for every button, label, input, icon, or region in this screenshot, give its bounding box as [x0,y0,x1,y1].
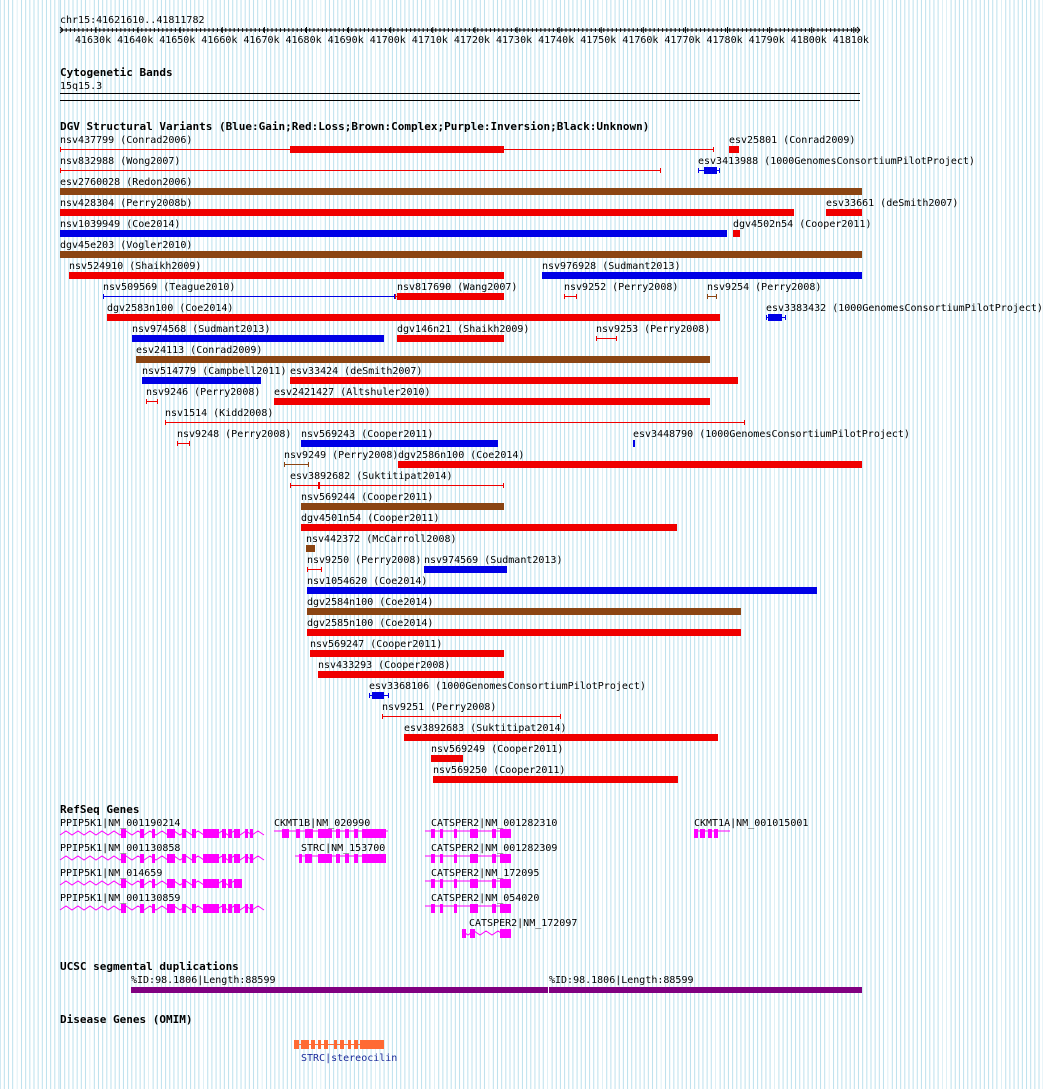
gene-exon[interactable] [500,929,503,938]
dgv-track-title[interactable]: DGV Structural Variants (Blue:Gain;Red:Loss;Brown:Complex;Purple:Inversion;Black:Unknown) [60,120,650,133]
variant-label[interactable]: nsv9252 (Perry2008) [564,282,679,293]
gene-exon[interactable] [336,829,340,838]
variant-label[interactable]: dgv2586n100 (Coe2014) [398,450,525,461]
ruler-tick-label: 41790k [748,35,785,46]
gene-exon[interactable] [228,854,232,863]
gene-exon[interactable] [345,829,349,838]
omim-exon[interactable] [318,1040,321,1049]
variant-bar[interactable] [733,230,740,237]
gene-exon[interactable] [222,904,226,913]
gene-exon[interactable] [152,829,155,838]
gene-exon[interactable] [470,929,475,938]
gene-exon[interactable] [222,879,226,888]
gene-exon[interactable] [203,904,219,913]
variant-label[interactable]: nsv9251 (Perry2008) [382,702,497,713]
gene-exon[interactable] [454,854,457,863]
gene-exon[interactable] [694,829,698,838]
variant-label[interactable]: nsv9254 (Perry2008) [707,282,822,293]
variant-bar[interactable] [318,671,504,678]
gene-exon[interactable] [140,854,144,863]
gene-exon[interactable] [296,829,300,838]
gene-label[interactable]: PPIP5K1|NM_001130859 [60,893,181,904]
gene-label[interactable]: CATSPER2|NM_172095 [431,868,540,879]
gene-exon[interactable] [152,904,155,913]
gene-exon[interactable] [228,829,232,838]
variant-label[interactable]: nsv437799 (Conrad2006) [60,135,193,146]
variant-bar[interactable] [60,251,862,258]
variant-label[interactable]: nsv817690 (Wang2007) [397,282,518,293]
omim-exon[interactable] [360,1040,384,1049]
ruler-tick-label: 41640k [117,35,154,46]
variant-label[interactable]: nsv569250 (Cooper2011) [433,765,566,776]
gene-exon[interactable] [167,854,175,863]
gene-exon[interactable] [492,854,496,863]
segdup-bar[interactable] [131,987,548,993]
gene-exon[interactable] [121,879,126,888]
gene-exon[interactable] [470,879,478,888]
gene-exon[interactable] [140,879,144,888]
gene-exon[interactable] [140,829,144,838]
variant-label[interactable]: dgv2585n100 (Coe2014) [307,618,434,629]
variant-bar[interactable] [397,293,504,300]
gene-exon[interactable] [362,854,386,863]
gene-exon[interactable] [431,829,435,838]
variant-bar[interactable] [301,440,498,447]
gene-exon[interactable] [318,854,332,863]
gene-intron [60,906,264,910]
gene-exon[interactable] [182,829,186,838]
ruler-tick-label: 41690k [327,35,364,46]
variant-label[interactable]: nsv1514 (Kidd2008) [165,408,274,419]
gene-exon[interactable] [454,879,457,888]
gene-label[interactable]: PPIP5K1|NM_001190214 [60,818,181,829]
variant-label[interactable]: nsv9246 (Perry2008) [146,387,261,398]
variant-bar[interactable] [274,398,710,405]
gene-exon[interactable] [245,829,248,838]
gene-exon[interactable] [305,829,313,838]
variant-bar[interactable] [307,587,817,594]
gene-exon[interactable] [503,829,507,838]
variant-bar[interactable] [826,209,862,216]
variant-label[interactable]: nsv974568 (Sudmant2013) [132,324,271,335]
gene-exon[interactable] [503,854,507,863]
gene-exon[interactable] [192,854,196,863]
ruler-tick-label: 41730k [496,35,533,46]
variant-label[interactable]: nsv974569 (Sudmant2013) [424,555,563,566]
variant-bar[interactable] [398,461,862,468]
cytoband-track-title[interactable]: Cytogenetic Bands [60,66,173,79]
gene-exon[interactable] [503,879,507,888]
variant-bar[interactable] [433,776,678,783]
gene-exon[interactable] [182,904,186,913]
refseq-track-title[interactable]: RefSeq Genes [60,803,140,816]
gene-label[interactable]: CKMT1A|NM_001015001 [694,818,809,829]
variant-bar[interactable] [542,272,862,279]
variant-label[interactable]: dgv2584n100 (Coe2014) [307,597,434,608]
gene-exon[interactable] [507,879,511,888]
gene-exon[interactable] [152,879,155,888]
gene-exon[interactable] [167,879,175,888]
omim-exon[interactable] [340,1040,344,1049]
variant-label[interactable]: nsv569249 (Cooper2011) [431,744,564,755]
gene-exon[interactable] [440,854,443,863]
gene-exon[interactable] [182,854,186,863]
ruler-tick-label: 41760k [622,35,659,46]
variant-label[interactable]: esv3892683 (Suktitipat2014) [404,723,567,734]
variant-bar[interactable] [60,230,727,237]
segdup-label[interactable]: %ID:98.1806|Length:88599 [549,975,694,986]
gene-exon[interactable] [500,879,503,888]
gene-exon[interactable] [234,854,240,863]
variant-label[interactable]: nsv9250 (Perry2008) [307,555,422,566]
gene-exon[interactable] [121,904,126,913]
gene-label[interactable]: PPIP5K1|NM_001130858 [60,843,181,854]
variant-bar[interactable] [431,755,463,762]
ruler-tick-label: 41700k [369,35,406,46]
ruler-tick-label: 41720k [453,35,491,46]
variant-bar[interactable] [301,503,504,510]
omim-exon[interactable] [324,1040,328,1049]
variant-label[interactable]: esv24113 (Conrad2009) [136,345,263,356]
variant-label[interactable]: dgv4501n54 (Cooper2011) [301,513,440,524]
gene-exon[interactable] [454,904,457,913]
variant-label[interactable]: nsv442372 (McCarroll2008) [306,534,457,545]
gene-exon[interactable] [234,879,242,888]
gene-exon[interactable] [245,904,248,913]
variant-label[interactable]: esv3892682 (Suktitipat2014) [290,471,453,482]
variant-label[interactable]: esv33661 (deSmith2007) [826,198,959,209]
omim-exon[interactable] [334,1040,337,1049]
variant-label[interactable]: dgv146n21 (Shaikh2009) [397,324,530,335]
gene-label[interactable]: CATSPER2|NM_001282309 [431,843,558,854]
gene-label[interactable]: CKMT1B|NM_020990 [274,818,371,829]
ruler-tick-label: 41680k [285,35,322,46]
variant-label[interactable]: nsv569247 (Cooper2011) [310,639,443,650]
gene-exon[interactable] [222,854,226,863]
variant-label[interactable]: nsv514779 (Campbell2011) [142,366,287,377]
variant-bar[interactable] [69,272,504,279]
variant-label[interactable]: esv3368106 (1000GenomesConsortiumPilotProject) [369,681,646,692]
gene-exon[interactable] [470,904,478,913]
variant-bar[interactable] [704,167,717,174]
variant-bar[interactable] [136,356,710,363]
gene-label[interactable]: STRC|NM_153700 [301,843,386,854]
variant-label[interactable]: nsv1054620 (Coe2014) [307,576,428,587]
gene-exon[interactable] [192,829,196,838]
gene-exon[interactable] [354,829,358,838]
gene-exon[interactable] [462,929,466,938]
segdup-bar[interactable] [549,987,862,993]
variant-bar[interactable] [424,566,507,573]
gene-exon[interactable] [192,879,196,888]
gene-label[interactable]: CATSPER2|NM_054020 [431,893,540,904]
gene-exon[interactable] [121,829,126,838]
ruler-tick-label: 41780k [706,35,743,46]
gene-exon[interactable] [203,829,219,838]
gene-exon[interactable] [500,829,503,838]
gene-exon[interactable] [431,904,435,913]
gene-exon[interactable] [336,854,340,863]
gene-exon[interactable] [700,829,705,838]
gene-exon[interactable] [500,854,503,863]
variant-bar[interactable] [107,314,720,321]
variant-bar[interactable] [729,146,739,153]
variant-label[interactable]: esv2421427 (Altshuler2010) [274,387,431,398]
variant-label[interactable]: nsv9253 (Perry2008) [596,324,711,335]
gene-exon[interactable] [507,904,511,913]
gene-exon[interactable] [507,854,511,863]
gene-exon[interactable] [318,829,332,838]
omim-gene-label[interactable]: STRC|stereocilin [301,1053,398,1064]
gene-exon[interactable] [492,829,496,838]
gene-label[interactable]: PPIP5K1|NM_014659 [60,868,163,879]
variant-bar[interactable] [318,482,320,489]
gene-exon[interactable] [152,854,155,863]
variant-bar[interactable] [633,440,635,447]
variant-label[interactable]: nsv569244 (Cooper2011) [301,492,434,503]
omim-exon[interactable] [354,1040,358,1049]
variant-label[interactable]: dgv2583n100 (Coe2014) [107,303,234,314]
variant-label[interactable]: nsv1039949 (Coe2014) [60,219,181,230]
ruler-tick-label: 41660k [201,35,238,46]
variant-bar[interactable] [290,377,738,384]
variant-bar[interactable] [60,209,794,216]
variant-label[interactable]: dgv4502n54 (Cooper2011) [733,219,872,230]
variant-bar[interactable] [372,692,384,699]
variant-bar[interactable] [290,146,504,153]
gene-exon[interactable] [234,829,240,838]
variant-bar[interactable] [404,734,718,741]
gene-exon[interactable] [245,854,248,863]
gene-exon[interactable] [470,854,478,863]
omim-exon[interactable] [301,1040,309,1049]
gene-exon[interactable] [470,829,478,838]
gene-exon[interactable] [203,854,219,863]
gene-exon[interactable] [503,904,507,913]
variant-label[interactable]: dgv45e203 (Vogler2010) [60,240,193,251]
ruler-tick-label: 41670k [243,35,280,46]
gene-exon[interactable] [121,854,126,863]
variant-label[interactable]: nsv569243 (Cooper2011) [301,429,434,440]
gene-exon[interactable] [507,929,511,938]
gene-label[interactable]: CATSPER2|NM_172097 [469,918,578,929]
gene-exon[interactable] [454,829,457,838]
variant-label[interactable]: esv25801 (Conrad2009) [729,135,856,146]
omim-exon[interactable] [294,1040,299,1049]
gene-exon[interactable] [492,879,496,888]
gene-exon[interactable] [282,829,289,838]
gene-exon[interactable] [354,854,358,863]
variant-label[interactable]: nsv524910 (Shaikh2009) [69,261,202,272]
gene-exon[interactable] [431,879,435,888]
variant-bar[interactable] [397,335,504,342]
gene-exon[interactable] [507,829,511,838]
ruler-tick-label: 41770k [664,35,701,46]
gene-exon[interactable] [440,829,443,838]
gene-exon[interactable] [440,879,443,888]
variant-bar[interactable] [60,188,862,195]
variant-bar[interactable] [132,335,384,342]
gene-exon[interactable] [167,904,175,913]
gene-exon[interactable] [708,829,712,838]
variant-label[interactable]: nsv433293 (Cooper2008) [318,660,451,671]
ruler-tick-label: 41630k [75,35,112,46]
variant-label[interactable]: nsv9249 (Perry2008) [284,450,399,461]
omim-exon[interactable] [311,1040,315,1049]
omim-exon[interactable] [348,1040,351,1049]
gene-exon[interactable] [234,904,240,913]
variant-bar[interactable] [301,524,677,531]
variant-label[interactable]: nsv976928 (Sudmant2013) [542,261,681,272]
variant-label[interactable]: esv2760028 (Redon2006) [60,177,193,188]
variant-label[interactable]: nsv832988 (Wong2007) [60,156,181,167]
omim-track-title[interactable]: Disease Genes (OMIM) [60,1013,193,1026]
variant-label[interactable]: nsv428304 (Perry2008b) [60,198,193,209]
gene-exon[interactable] [250,904,253,913]
variant-label[interactable]: esv3413988 (1000GenomesConsortiumPilotProject) [698,156,975,167]
segdup-track-title[interactable]: UCSC segmental duplications [60,960,239,973]
gene-exon[interactable] [345,854,349,863]
variant-label[interactable]: esv33424 (deSmith2007) [290,366,423,377]
gene-exon[interactable] [431,854,435,863]
gene-intron [60,831,264,835]
variant-label[interactable]: esv3448790 (1000GenomesConsortiumPilotProject) [633,429,910,440]
gene-exon[interactable] [228,879,232,888]
variant-label[interactable]: nsv9248 (Perry2008) [177,429,292,440]
gene-label[interactable]: CATSPER2|NM_001282310 [431,818,558,829]
variant-label[interactable]: nsv509569 (Teague2010) [103,282,236,293]
gene-exon[interactable] [203,879,219,888]
gene-exon[interactable] [140,904,144,913]
variant-bar[interactable] [307,608,741,615]
ruler-tick-label: 41650k [159,35,196,46]
gene-exon[interactable] [222,829,226,838]
gene-exon[interactable] [299,854,302,863]
gene-exon[interactable] [440,904,443,913]
variant-bar[interactable] [142,377,261,384]
variant-label[interactable]: esv3383432 (1000GenomesConsortiumPilotProject) [766,303,1043,314]
ruler-tick-label: 41710k [411,35,448,46]
gene-exon[interactable] [305,854,312,863]
ruler-tick-label: 41740k [538,35,575,46]
gene-exon[interactable] [714,829,718,838]
gene-exon[interactable] [492,904,496,913]
variant-bar[interactable] [768,314,782,321]
variant-bar[interactable] [307,629,741,636]
gene-exon[interactable] [500,904,503,913]
variant-bar[interactable] [310,650,504,657]
gene-exon[interactable] [250,829,253,838]
gene-exon[interactable] [182,879,186,888]
gene-intron [60,856,264,860]
segdup-label[interactable]: %ID:98.1806|Length:88599 [131,975,276,986]
gene-exon[interactable] [167,829,175,838]
gene-exon[interactable] [250,854,253,863]
gene-exon[interactable] [362,829,386,838]
variant-bar[interactable] [306,545,315,552]
gene-exon[interactable] [192,904,196,913]
gene-exon[interactable] [228,904,232,913]
ruler-tick-label: 41750k [580,35,617,46]
ruler-tick-label: 41800k [790,35,827,46]
gene-exon[interactable] [503,929,507,938]
cytoband-label: 15q15.3 [60,81,103,92]
ruler-tick-label: 41810k [832,35,869,46]
ruler-title: chr15:41621610..41811782 [60,15,205,26]
